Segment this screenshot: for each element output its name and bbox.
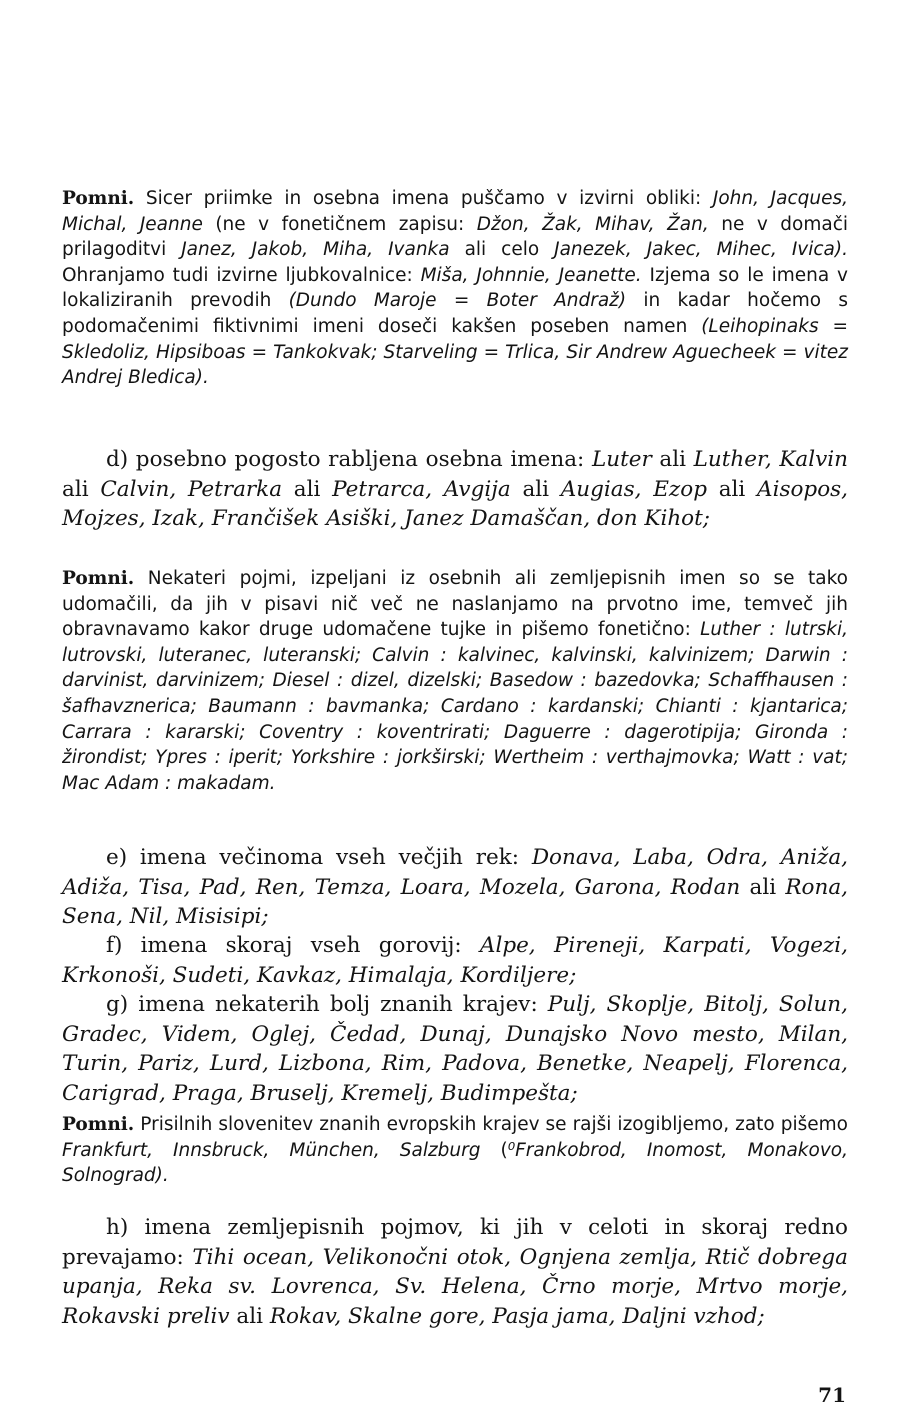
item-f-paragraph <box>62 931 848 990</box>
text-run: Nekateri pojmi, izpeljani iz osebnih ali zemljepisnih imen so se tako udomačili, da jih v pisavi nič več ne naslanjamo na prvotno ime, temveč jih obravnavamo kakor druge udomačene tujke in pišemo fonetično: <box>62 568 848 641</box>
text-run: ne v domači prilagoditvi <box>62 213 849 261</box>
item-h-paragraph <box>62 1213 848 1331</box>
italic-term: Miša, Johnnie, Jeanette. <box>420 264 642 286</box>
italic-term: John, Jacques, Michal, Jeanne <box>62 188 848 235</box>
italic-term: Luther : lutrski, lutrovski, luteranec, luteranski; Calvin : kalvinec, kalvinski, kalvinizem; Darwin : darvinist, darvinizem; Diesel : dizel, dizelski; Basedow : bazedovka; Schaffhausen : šafhavznerica; Baumann : bavmanka; Cardano : kardanski; Chianti : kjantarica; Carrara : kararski; Coventry : koventrirati; Daguerre : dagerotipija; Gironda : žirondist; Ypres : iperit; Yorkshire : jorkširski; Wertheim : verthajmovka; Watt : vat; Mac Adam : makadam. <box>62 619 848 794</box>
note-text <box>62 1114 848 1186</box>
italic-term: Donava, Laba, Odra, Aniža, Adiža, Tisa, Pad, Ren, Temza, Loara, Mozela, Garona, Rodan <box>62 845 848 900</box>
italic-term: Augias, Ezop <box>560 476 707 502</box>
item-g-text <box>62 992 848 1106</box>
text-run: ali <box>651 447 694 472</box>
item-f-text <box>62 933 848 988</box>
italic-term: Calvin, Petrarka <box>100 476 283 502</box>
italic-term: Frankfurt, Innsbruck, München, Salzburg <box>62 1139 481 1161</box>
note-paragraph-derived <box>62 566 848 796</box>
italic-term: Džon, Žak, Mihav, Žan, <box>476 213 709 235</box>
text-run: h) imena zemljepisnih pojmov, ki jih v celoti in skoraj redno prevajamo: <box>62 1215 848 1270</box>
italic-term: Luther, Kalvin <box>693 447 848 472</box>
italic-term: Petrarca, Avgija <box>332 476 511 502</box>
text-run: ali <box>229 1303 270 1329</box>
item-h-text <box>62 1215 848 1329</box>
italic-term: Luter <box>591 447 652 472</box>
item-d-text <box>62 447 848 531</box>
italic-term: Janez, Jakob, Miha, Ivanka <box>181 239 450 261</box>
text-run: in kadar hočemo s podomačenimi fiktivnimi imeni doseči kakšen poseben namen <box>62 290 848 337</box>
text-run: d) posebno pogosto rabljena osebna imena: <box>106 447 592 472</box>
italic-term: Janezek, Jakec, Mihec, Ivica). <box>554 239 848 261</box>
pomni-label: Pomni. <box>62 1114 135 1135</box>
text-run: Prisilnih slovenitev znanih evropskih krajev se rajši izogibljemo, zato pišemo <box>134 1114 848 1135</box>
item-e-paragraph <box>62 843 848 932</box>
italic-term: Pulj, Skoplje, Bitolj, Solun, Gradec, Videm, Oglej, Čedad, Dunaj, Dunajsko Novo mesto, Milan, Turin, Pariz, Lurd, Lizbona, Rim, Padova, Benetke, Neapelj, Florenca, Carigrad, Praga, Bruselj, Kremelj, Budimpešta; <box>62 992 848 1106</box>
text-run: ali celo <box>449 239 555 261</box>
text-run: Sicer priimke in osebna imena puščamo v izvirni obliki: <box>134 188 713 209</box>
note-paragraph-names <box>62 186 848 391</box>
italic-term: Tihi ocean, Velikonočni otok, Ognjena zemlja, Rtič dobrega upanja, Reka sv. Lovrenca, Sv. Helena, Črno morje, Mrtvo morje, Rokavski preliv <box>62 1244 849 1329</box>
text-run: ( <box>480 1139 508 1161</box>
text-run: g) imena nekaterih bolj znanih krajev: <box>106 992 548 1017</box>
italic-term: (Leihopinaks = Skledoliz, Hipsiboas = Tankokvak; Starveling = Trlica, Sir Andrew Aguecheek = vitez Andrej Bledica). <box>62 315 848 389</box>
text-run: (ne v fonetičnem zapisu: <box>202 213 477 235</box>
item-g-paragraph <box>62 990 848 1108</box>
italic-term: Alpe, Pireneji, Karpati, Vogezi, Krkonoši, Sudeti, Kavkaz, Himalaja, Kordiljere; <box>62 933 848 988</box>
item-e-text <box>62 845 848 929</box>
italic-term: Rona, Sena, Nil, Misisipi; <box>62 874 848 930</box>
text-run: ali <box>62 476 101 502</box>
text-run: e) imena večinoma vseh večjih rek: <box>106 845 532 870</box>
text-run: f) imena skoraj vseh gorovij: <box>106 933 480 958</box>
italic-term: ⁰Frankobrod, Inomost, Monakovo, Solnograd). <box>62 1139 848 1187</box>
item-d-paragraph <box>62 445 848 534</box>
italic-term: (Dundo Maroje = Boter Andraž) <box>288 290 627 312</box>
pomni-label: Pomni. <box>62 568 135 589</box>
italic-term: Rokav, Skalne gore, Pasja jama, Daljni vzhod; <box>269 1303 765 1329</box>
note-paragraph-places <box>62 1112 848 1189</box>
note-text <box>62 188 848 388</box>
text-run: ali <box>740 874 786 900</box>
note-text <box>62 568 848 794</box>
text-run: Izjema so le imena v lokaliziranih prevodih <box>62 264 849 312</box>
text-run: Ohranjamo tudi izvirne ljubkovalnice: <box>62 264 421 286</box>
text-run: ali <box>282 476 333 502</box>
page-number: 71 <box>818 1383 846 1407</box>
pomni-label: Pomni. <box>62 188 135 209</box>
text-run: ali <box>706 476 758 502</box>
text-run: ali <box>510 476 561 502</box>
italic-term: Aisopos, Mojzes, Izak, Frančišek Asiški, Janez Damaščan, don Kihot; <box>62 476 849 532</box>
